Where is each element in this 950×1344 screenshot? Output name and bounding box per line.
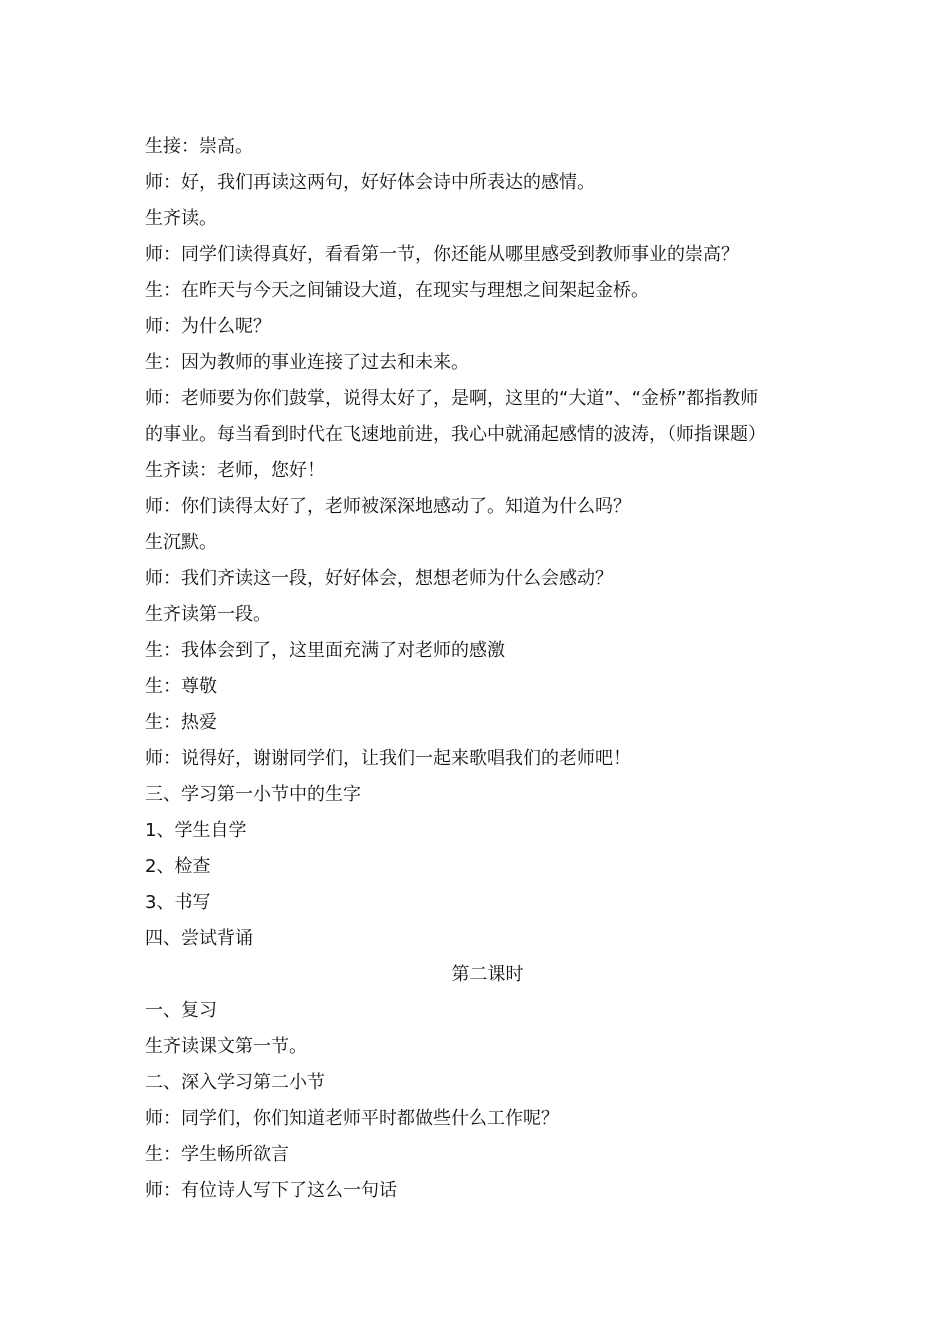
section-heading: 三、学习第一小节中的生字 bbox=[145, 784, 361, 805]
text-line: 生接：崇高。 bbox=[145, 136, 253, 157]
list-item: 3、书写 bbox=[145, 892, 211, 913]
text-line: 师：好，我们再读这两句，好好体会诗中所表达的感情。 bbox=[145, 172, 595, 193]
text-line: 师：同学们，你们知道老师平时都做些什么工作呢？ bbox=[145, 1108, 559, 1129]
text-line: 师：说得好，谢谢同学们，让我们一起来歌唱我们的老师吧！ bbox=[145, 748, 631, 769]
text-line: 师：你们读得太好了，老师被深深地感动了。知道为什么吗？ bbox=[145, 496, 631, 517]
section-heading: 一、复习 bbox=[145, 1000, 217, 1021]
text-line: 生：学生畅所欲言 bbox=[145, 1144, 289, 1165]
text-line: 生齐读：老师，您好！ bbox=[145, 460, 325, 481]
section-heading: 四、尝试背诵 bbox=[145, 928, 253, 949]
section-heading: 二、深入学习第二小节 bbox=[145, 1072, 325, 1093]
list-item: 2、检查 bbox=[145, 856, 211, 877]
text-line: 师：我们齐读这一段，好好体会，想想老师为什么会感动？ bbox=[145, 568, 613, 589]
text-line: 生：我体会到了，这里面充满了对老师的感激 bbox=[145, 640, 505, 661]
text-line: 生沉默。 bbox=[145, 532, 217, 553]
text-line: 师：同学们读得真好，看看第一节，你还能从哪里感受到教师事业的崇高？ bbox=[145, 244, 739, 265]
text-line: 生齐读第一段。 bbox=[145, 604, 271, 625]
text-line: 生：尊敬 bbox=[145, 676, 217, 697]
text-line: 生齐读课文第一节。 bbox=[145, 1036, 307, 1057]
text-line: 师：为什么呢？ bbox=[145, 316, 271, 337]
text-line: 师：有位诗人写下了这么一句话 bbox=[145, 1180, 397, 1201]
text-line: 生：热爱 bbox=[145, 712, 217, 733]
list-item: 1、学生自学 bbox=[145, 820, 247, 841]
document-body bbox=[145, 129, 810, 1209]
text-line: 生齐读。 bbox=[145, 208, 217, 229]
text-line: 的事业。每当看到时代在飞速地前进，我心中就涌起感情的波涛，（师指课题） bbox=[145, 424, 766, 445]
lesson-title: 第二课时 bbox=[451, 964, 524, 985]
text-line: 生：在昨天与今天之间铺设大道，在现实与理想之间架起金桥。 bbox=[145, 280, 649, 301]
text-line: 生：因为教师的事业连接了过去和未来。 bbox=[145, 352, 469, 373]
text-line: 师：老师要为你们鼓掌，说得太好了，是啊，这里的“大道”、“金桥”都指教师 bbox=[145, 388, 759, 409]
